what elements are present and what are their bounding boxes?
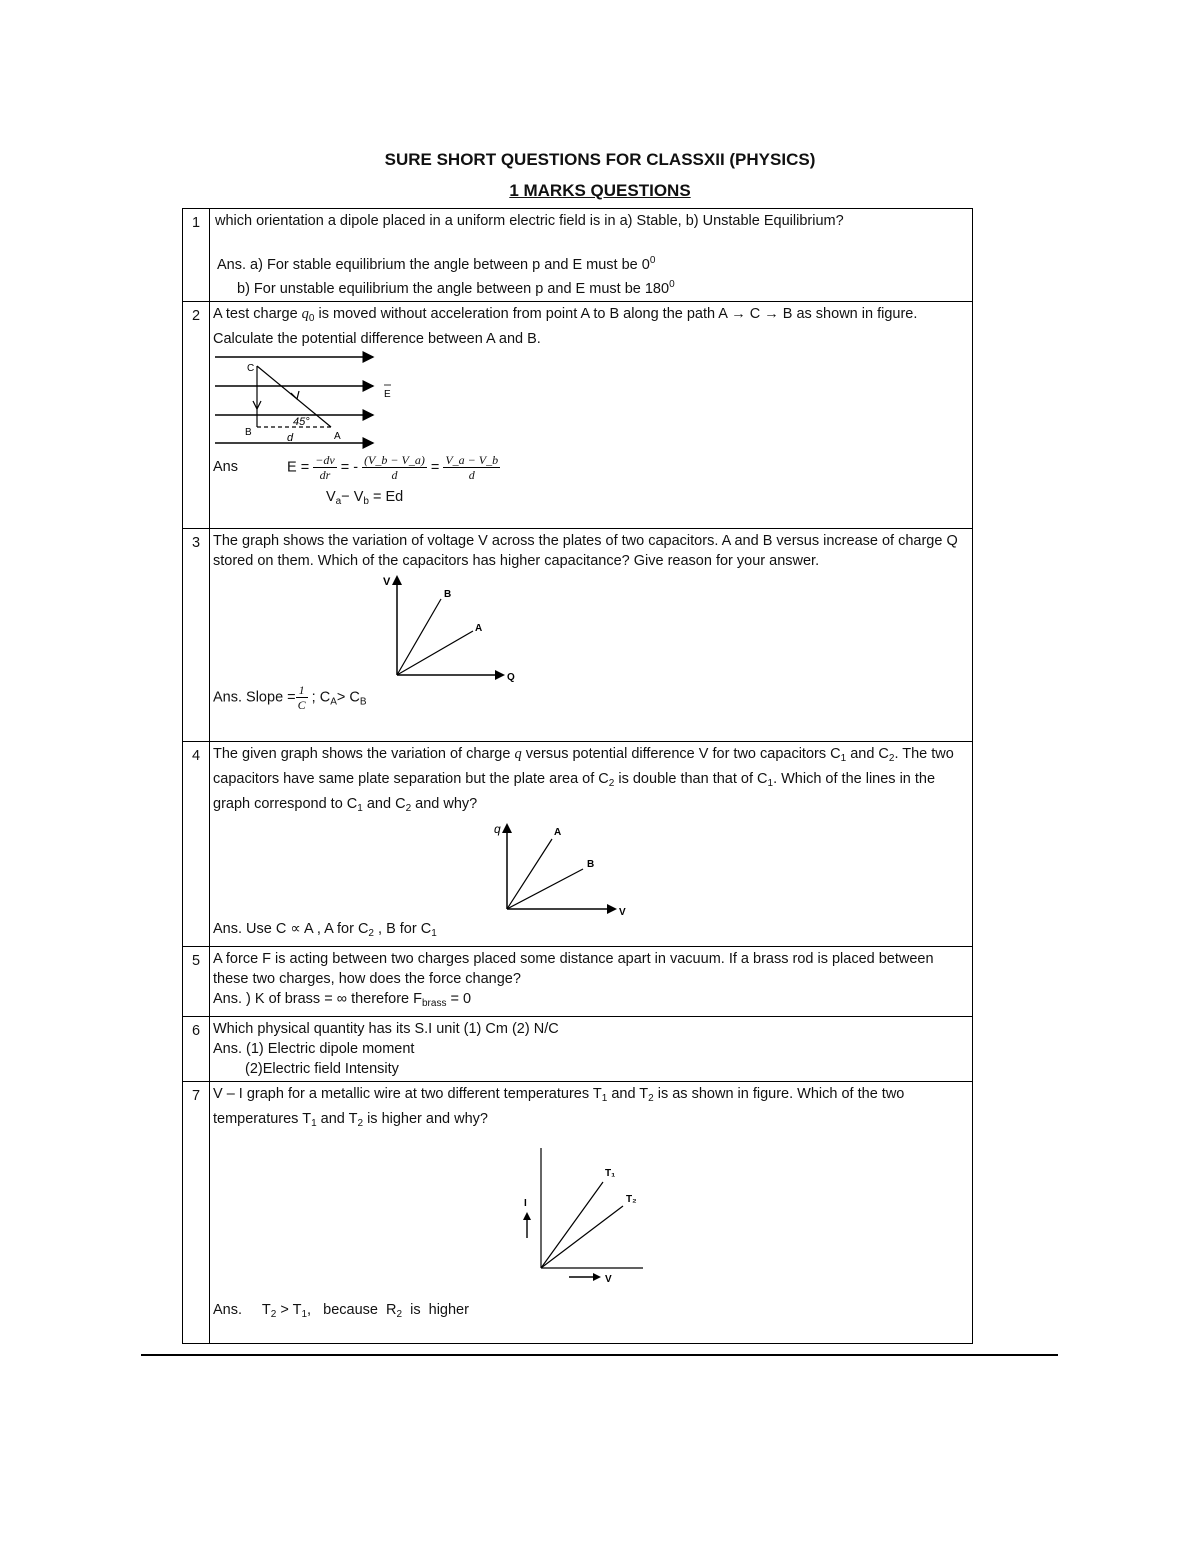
qv-graph bbox=[213, 819, 673, 919]
question-text: The graph shows the variation of voltage V across the plates of two capacitors. A and B versus increase of charge Q stored on them. Which of the capacitors has higher capacitance? Give reason for your answer. bbox=[213, 533, 958, 569]
math-sub: 1 bbox=[601, 1093, 608, 1104]
text-span: V – I graph for a metallic wire at two different temperatures T bbox=[213, 1086, 602, 1102]
frac-den: C bbox=[297, 698, 306, 712]
answer-superscript: 0 bbox=[649, 255, 656, 266]
math-sub: 2 bbox=[368, 928, 374, 939]
line-t1 bbox=[541, 1182, 603, 1268]
math-sub: 1 bbox=[431, 928, 437, 939]
math-sub: 2 bbox=[396, 1309, 403, 1320]
section-subtitle bbox=[0, 181, 1200, 201]
answer-text: = 0 bbox=[446, 991, 472, 1007]
document-title: SURE SHORT QUESTIONS FOR CLASSXII (PHYSICS) bbox=[384, 150, 816, 169]
text-span: is moved without acceleration from point A to B along the path A → C → B as shown in figure. Calculate the potential difference between A and B. bbox=[213, 306, 918, 347]
eq-part: = - bbox=[340, 459, 359, 476]
math-sub: 2 bbox=[270, 1309, 277, 1320]
answer-label: Ans bbox=[213, 459, 238, 476]
answer-line bbox=[215, 275, 967, 299]
question-cell bbox=[210, 209, 973, 302]
text-span: is as shown in figure. Which of the two temperatures T bbox=[213, 1086, 905, 1127]
question-number: 3 bbox=[183, 529, 210, 742]
answer-line: (2)Electric field Intensity bbox=[245, 1061, 399, 1077]
math-sub: 2 bbox=[608, 778, 615, 789]
answer-text: Ans. a) For stable equilibrium the angle between p and E must be 0 bbox=[217, 257, 650, 273]
question-number: 5 bbox=[183, 947, 210, 1017]
section-subtitle-text: 1 MARKS QUESTIONS bbox=[509, 181, 691, 200]
fraction bbox=[296, 683, 308, 712]
answer-line bbox=[213, 919, 967, 944]
vq-graph-figure bbox=[213, 571, 967, 683]
question-number: 1 bbox=[183, 209, 210, 302]
label-a: A bbox=[475, 623, 483, 634]
text-span: A test charge bbox=[213, 306, 302, 322]
math-sub: 1 bbox=[840, 753, 847, 764]
arrow-icon bbox=[502, 823, 512, 833]
frac-den: d bbox=[468, 468, 475, 482]
answer-text: Ans. T bbox=[213, 1302, 271, 1318]
answer-text: > T bbox=[276, 1302, 302, 1318]
math-sub: 0 bbox=[308, 313, 315, 324]
answer-line bbox=[215, 251, 967, 275]
answer-line bbox=[213, 683, 967, 715]
math-var: q bbox=[514, 746, 522, 762]
answer-line bbox=[213, 989, 967, 1014]
label-t2: T₂ bbox=[626, 1194, 637, 1205]
math-sub: A bbox=[330, 696, 337, 708]
fraction bbox=[443, 453, 500, 482]
answer-line bbox=[213, 487, 967, 512]
label-a: A bbox=[554, 827, 562, 838]
line-a bbox=[507, 839, 552, 909]
table-row bbox=[183, 1017, 973, 1082]
math-sub: 2 bbox=[357, 1118, 364, 1129]
arrow-icon bbox=[523, 1212, 531, 1220]
question-text bbox=[213, 304, 967, 349]
arrow-icon bbox=[607, 904, 617, 914]
arrow-icon bbox=[291, 391, 299, 399]
text-span: and why? bbox=[411, 796, 478, 812]
question-cell bbox=[210, 742, 973, 947]
question-number: 7 bbox=[183, 1082, 210, 1344]
frac-den: dr bbox=[319, 468, 331, 482]
math-sub: B bbox=[359, 696, 367, 708]
math-sub: 2 bbox=[888, 753, 895, 764]
question-cell bbox=[210, 1017, 973, 1082]
answer-text: Ans. Slope = bbox=[213, 689, 296, 706]
text-span: and T bbox=[607, 1086, 649, 1102]
text-span: is higher and why? bbox=[363, 1111, 488, 1127]
label-angle: 45° bbox=[293, 416, 310, 428]
frac-num: V_a − V_b bbox=[445, 453, 499, 467]
field-path-diagram bbox=[213, 349, 413, 453]
answer-text: Ans. Use C ∝ A , A for C bbox=[213, 921, 369, 937]
math-sub: a bbox=[335, 496, 342, 507]
eq-part: V bbox=[326, 489, 336, 505]
arrow-icon bbox=[392, 575, 402, 585]
arrow-icon bbox=[593, 1273, 601, 1281]
question-number: 6 bbox=[183, 1017, 210, 1082]
field-path-figure bbox=[213, 349, 967, 453]
question-number: 4 bbox=[183, 742, 210, 947]
eq-part: E = bbox=[287, 459, 310, 476]
text-span: . Which of the lines in the graph correspond to C bbox=[213, 771, 936, 812]
answer-superscript: 0 bbox=[669, 279, 675, 290]
qv-graph-figure bbox=[213, 819, 967, 919]
vi-graph bbox=[213, 1134, 673, 1300]
axis-label-q: Q bbox=[507, 672, 515, 683]
answer-text: ; C bbox=[307, 689, 331, 706]
answer-text: > C bbox=[336, 689, 360, 706]
text-span: . The two capacitors have same plate separation but the plate area of C bbox=[213, 746, 954, 787]
math-sub: b bbox=[363, 496, 369, 507]
eq-part: − V bbox=[341, 489, 364, 505]
eq-part: = bbox=[430, 459, 440, 476]
question-text: Which physical quantity has its S.I unit (1) Cm (2) N/C bbox=[213, 1021, 559, 1037]
question-text: which orientation a dipole placed in a uniform electric field is in a) Stable, b) Unstable Equilibrium? bbox=[215, 213, 844, 229]
label-c: C bbox=[247, 363, 255, 374]
question-cell bbox=[210, 1082, 973, 1344]
math-var: q bbox=[301, 306, 309, 322]
label-d: d bbox=[287, 432, 294, 444]
text-span: and C bbox=[846, 746, 889, 762]
table-row bbox=[183, 209, 973, 302]
text-span: and T bbox=[316, 1111, 358, 1127]
fraction bbox=[313, 453, 336, 482]
table-row bbox=[183, 302, 973, 529]
line-t2 bbox=[541, 1206, 623, 1268]
label-e: E bbox=[384, 389, 391, 400]
line-a bbox=[397, 631, 473, 675]
arrow-icon bbox=[495, 670, 505, 680]
footer-divider bbox=[141, 1354, 1058, 1356]
math-sub: 2 bbox=[648, 1093, 654, 1104]
questions-table bbox=[182, 208, 973, 1344]
answer-line bbox=[213, 453, 967, 487]
answer-text: , because R bbox=[307, 1302, 397, 1318]
answer-text: Ans. ) K of brass = ∞ therefore F bbox=[213, 991, 422, 1007]
question-number: 2 bbox=[183, 302, 210, 529]
table-row bbox=[183, 529, 973, 742]
math-sub: 2 bbox=[405, 803, 412, 814]
answer-line bbox=[213, 1300, 967, 1325]
axis-label-i: I bbox=[524, 1198, 527, 1209]
question-text: A force F is acting between two charges placed some distance apart in vacuum. If a brass rod is placed between these two charges, how does the force change? bbox=[213, 951, 934, 987]
label-b: B bbox=[444, 589, 452, 600]
frac-num: 1 bbox=[296, 683, 308, 698]
question-cell bbox=[210, 302, 973, 529]
answer-line: Ans. (1) Electric dipole moment bbox=[213, 1041, 415, 1057]
label-t1: T₁ bbox=[605, 1168, 616, 1179]
frac-num: −dv bbox=[315, 453, 335, 467]
question-cell bbox=[210, 947, 973, 1017]
axis-label-v: V bbox=[605, 1274, 612, 1285]
text-span: The given graph shows the variation of charge bbox=[213, 746, 515, 762]
answer-text: , B for C bbox=[373, 921, 432, 937]
frac-num: (V_b − V_a) bbox=[364, 453, 425, 467]
label-b: B bbox=[245, 427, 252, 438]
frac-den: d bbox=[391, 468, 398, 482]
label-b: B bbox=[587, 859, 595, 870]
fraction bbox=[362, 453, 427, 482]
question-text bbox=[213, 744, 967, 819]
math-sub: 1 bbox=[301, 1309, 308, 1320]
eq-part: = Ed bbox=[368, 489, 404, 505]
axis-label-v: V bbox=[383, 576, 391, 588]
text-span: versus potential difference V for two capacitors C bbox=[521, 746, 841, 762]
answer-text: is higher bbox=[402, 1302, 469, 1318]
math-sub: 1 bbox=[767, 778, 774, 789]
line-b bbox=[507, 869, 583, 909]
label-a: A bbox=[334, 431, 341, 442]
question-cell bbox=[210, 529, 973, 742]
axis-label-q: q bbox=[494, 822, 501, 836]
vq-graph bbox=[213, 571, 543, 683]
line-b bbox=[397, 599, 441, 675]
text-span: and C bbox=[362, 796, 406, 812]
text-span: is double than that of C bbox=[614, 771, 768, 787]
axis-label-v: V bbox=[619, 907, 626, 918]
vi-graph-figure bbox=[213, 1134, 967, 1300]
math-sub: 1 bbox=[357, 803, 363, 814]
question-text bbox=[213, 1084, 967, 1134]
table-row bbox=[183, 947, 973, 1017]
answer-text: b) For unstable equilibrium the angle between p and E must be 180 bbox=[237, 281, 670, 297]
table-row bbox=[183, 742, 973, 947]
math-sub: brass bbox=[422, 998, 447, 1009]
table-row bbox=[183, 1082, 973, 1344]
math-sub: 1 bbox=[311, 1118, 317, 1129]
